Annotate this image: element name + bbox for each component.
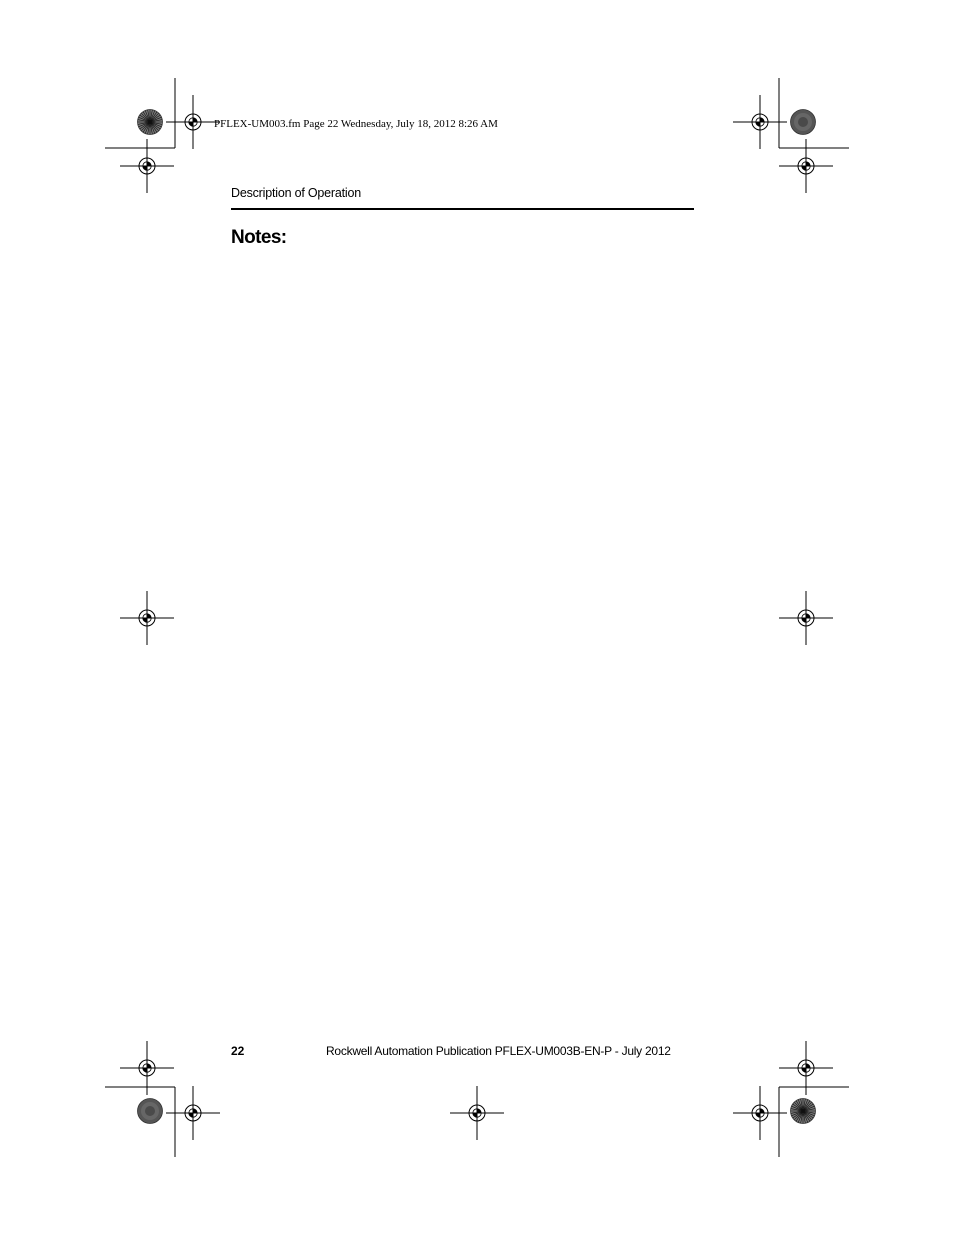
crop-marks xyxy=(105,78,849,1157)
footer-publication: Rockwell Automation Publication PFLEX-UM003B-EN-P - July 2012 xyxy=(326,1044,671,1058)
header-rule xyxy=(231,208,694,210)
starburst-target-icon xyxy=(138,110,163,135)
notes-heading: Notes: xyxy=(231,227,287,248)
starburst-target-icon xyxy=(791,110,816,135)
registration-target-icon xyxy=(120,139,174,193)
registration-target-icon xyxy=(166,95,220,149)
file-slug-line: PFLEX-UM003.fm Page 22 Wednesday, July 18, 2012 8:26 AM xyxy=(214,118,498,130)
registration-target-icon xyxy=(450,1086,504,1140)
starburst-target-icon xyxy=(791,1099,816,1124)
registration-target-icon xyxy=(166,1086,220,1140)
registration-target-icon xyxy=(120,591,174,645)
starburst-target-icon xyxy=(138,1099,163,1124)
page-number: 22 xyxy=(231,1044,245,1058)
registration-target-icon xyxy=(779,139,833,193)
registration-target-icon xyxy=(779,591,833,645)
running-header-title: Description of Operation xyxy=(231,186,361,200)
